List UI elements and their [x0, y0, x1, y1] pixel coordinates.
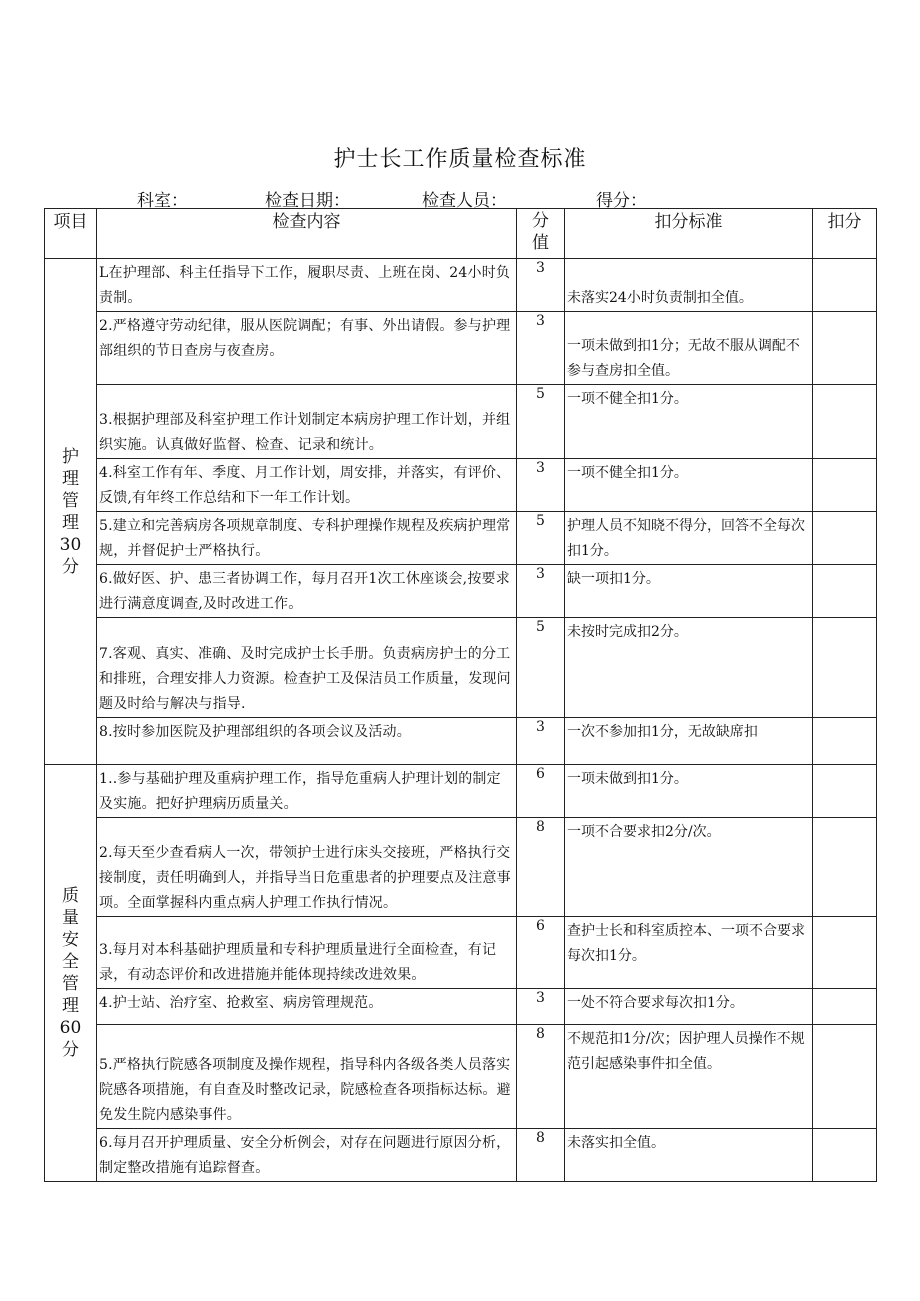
table-row	[45, 565, 877, 618]
criteria-cell: 一项不合要求扣2分/次。	[565, 818, 813, 917]
content-cell: L在护理部、科主任指导下工作，履职尽责、上班在岗、24小时负责制。	[97, 259, 517, 312]
criteria-cell: 未落实24小时负责制扣全值。	[565, 259, 813, 312]
criteria-cell: 未落实扣全值。	[565, 1129, 813, 1182]
criteria-cell: 一次不参加扣1分，无故缺席扣	[565, 718, 813, 765]
header-content: 检查内容	[97, 209, 517, 259]
deduction-cell	[813, 512, 877, 565]
header-score-value-text: 分值	[532, 211, 549, 253]
content-cell: 3.每月对本科基础护理质量和专科护理质量进行全面检查，有记录，有动态评价和改进措施并能体现持续改进效果。	[97, 917, 517, 989]
criteria-cell: 护理人员不知晓不得分，回答不全每次扣1分。	[565, 512, 813, 565]
content-cell: 2.严格遵守劳动纪律，服从医院调配；有事、外出请假。参与护理部组织的节日查房与夜查房。	[97, 312, 517, 385]
content-cell: 6.做好医、护、患三者协调工作，每月召开1次工休座谈会,按要求进行满意度调查,及时改进工作。	[97, 565, 517, 618]
meta-date: 检查日期：	[265, 191, 350, 211]
criteria-cell: 缺一项扣1分。	[565, 565, 813, 618]
content-cell: 2.每天至少查看病人一次，带领护士进行床头交接班，严格执行交接制度，责任明确到人，并指导当日危重患者的护理要点及注意事项。全面掌握科内重点病人护理工作执行情况。	[97, 818, 517, 917]
score-value: 8	[536, 1130, 545, 1146]
deduction-cell	[813, 459, 877, 512]
score-cell	[517, 989, 565, 1025]
score-cell	[517, 818, 565, 917]
deduction-cell	[813, 818, 877, 917]
score-value: 3	[536, 260, 545, 276]
content-cell: 3.根据护理部及科室护理工作计划制定本病房护理工作计划，并组织实施。认真做好监督、检查、记录和统计。	[97, 385, 517, 459]
table-row	[45, 312, 877, 385]
inspection-table	[44, 208, 877, 1182]
score-cell	[517, 312, 565, 385]
score-cell	[517, 1129, 565, 1182]
score-cell	[517, 512, 565, 565]
deduction-cell	[813, 1025, 877, 1129]
table-row	[45, 765, 877, 818]
score-cell	[517, 459, 565, 512]
criteria-cell: 不规范扣1分/次；因护理人员操作不规范引起感染事件扣全值。	[565, 1025, 813, 1129]
deduction-cell	[813, 259, 877, 312]
table-row	[45, 1129, 877, 1182]
deduction-cell	[813, 917, 877, 989]
table-row	[45, 459, 877, 512]
table-header-row	[45, 209, 877, 259]
content-cell: 4.科室工作有年、季度、月工作计划，周安排，并落实，有评价、反馈,有年终工作总结和下一年工作计划。	[97, 459, 517, 512]
deduction-cell	[813, 618, 877, 718]
content-cell: 6.每月召开护理质量、安全分析例会，对存在问题进行原因分析，制定整改措施有追踪督查。	[97, 1129, 517, 1182]
score-value: 6	[536, 766, 545, 782]
score-value: 3	[536, 990, 545, 1006]
score-cell	[517, 385, 565, 459]
deduction-cell	[813, 1129, 877, 1182]
score-value: 5	[536, 513, 545, 529]
category-label: 质量安全管理60分	[59, 886, 82, 1060]
table-row	[45, 989, 877, 1025]
content-cell: 5.建立和完善病房各项规章制度、专科护理操作规程及疾病护理常规，并督促护士严格执行。	[97, 512, 517, 565]
criteria-cell: 一项不健全扣1分。	[565, 459, 813, 512]
table-row	[45, 917, 877, 989]
table-row	[45, 818, 877, 917]
score-cell	[517, 565, 565, 618]
table-row	[45, 385, 877, 459]
score-cell	[517, 917, 565, 989]
content-cell: 5.严格执行院感各项制度及操作规程，指导科内各级各类人员落实院感各项措施，有自查及时整改记录，院感检查各项指标达标。避免发生院内感染事件。	[97, 1025, 517, 1129]
score-value: 5	[536, 619, 545, 635]
score-value: 3	[536, 313, 545, 329]
deduction-cell	[813, 765, 877, 818]
content-cell: 1..参与基础护理及重病护理工作，指导危重病人护理计划的制定及实施。把好护理病历质量关。	[97, 765, 517, 818]
table-row	[45, 718, 877, 765]
score-value: 3	[536, 460, 545, 476]
score-value: 5	[536, 386, 545, 402]
criteria-cell: 一项未做到扣1分；无故不服从调配不参与查房扣全值。	[565, 312, 813, 385]
header-score-value	[517, 209, 565, 259]
document-title: 护士长工作质量检查标准	[333, 147, 587, 172]
criteria-cell: 未按时完成扣2分。	[565, 618, 813, 718]
score-cell	[517, 718, 565, 765]
header-deduction: 扣分	[813, 209, 877, 259]
criteria-cell: 查护士长和科室质控本、一项不合要求每次扣1分。	[565, 917, 813, 989]
table-row	[45, 618, 877, 718]
table-row	[45, 1025, 877, 1129]
score-value: 8	[536, 819, 545, 835]
deduction-cell	[813, 312, 877, 385]
score-cell	[517, 765, 565, 818]
category-label: 护理管理30分	[59, 446, 82, 577]
content-cell: 4.护士站、治疗室、抢救室、病房管理规范。	[97, 989, 517, 1025]
score-cell	[517, 1025, 565, 1129]
score-cell	[517, 618, 565, 718]
meta-dept: 科室：	[137, 191, 188, 211]
content-cell: 7.客观、真实、准确、及时完成护士长手册。负责病房护士的分工和排班，合理安排人力资源。检查护工及保洁员工作质量，发现问题及时给与解决与指导.	[97, 618, 517, 718]
deduction-cell	[813, 989, 877, 1025]
deduction-cell	[813, 565, 877, 618]
table-row	[45, 512, 877, 565]
meta-inspector: 检查人员：	[422, 191, 507, 211]
criteria-cell: 一项未做到扣1分。	[565, 765, 813, 818]
score-value: 8	[536, 1026, 545, 1042]
score-value: 6	[536, 918, 545, 934]
score-cell	[517, 259, 565, 312]
header-criteria: 扣分标准	[565, 209, 813, 259]
category-cell	[45, 765, 97, 1182]
criteria-cell: 一项不健全扣1分。	[565, 385, 813, 459]
deduction-cell	[813, 718, 877, 765]
criteria-cell: 一处不符合要求每次扣1分。	[565, 989, 813, 1025]
table-row	[45, 259, 877, 312]
category-cell	[45, 259, 97, 765]
score-value: 3	[536, 719, 545, 735]
content-cell: 8.按时参加医院及护理部组织的各项会议及活动。	[97, 718, 517, 765]
header-item: 项目	[45, 209, 97, 259]
deduction-cell	[813, 385, 877, 459]
score-value: 3	[536, 566, 545, 582]
meta-score: 得分：	[596, 191, 647, 211]
